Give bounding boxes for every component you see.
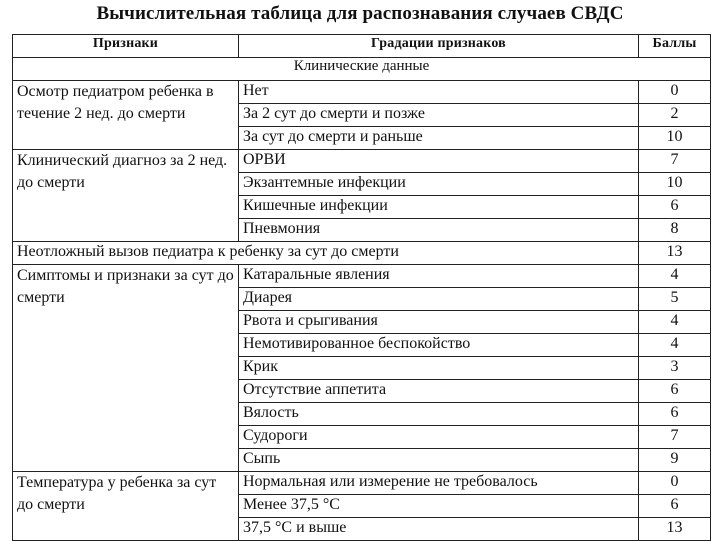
gradation-cell: Рвота и срыгивания — [239, 311, 639, 334]
document-title: Вычислительная таблица для распознавания случаев СВДС — [96, 3, 624, 24]
table-row — [13, 150, 711, 173]
score-cell: 10 — [639, 127, 711, 150]
table-row — [13, 242, 711, 265]
gradation-cell: Вялость — [239, 403, 639, 426]
gradation-cell: Немотивированное беспокойство — [239, 334, 639, 357]
gradation-cell: Кишечные инфекции — [239, 196, 639, 219]
gradation-cell: За 2 сут до смерти и позже — [239, 104, 639, 127]
table-body — [13, 58, 711, 541]
score-cell: 7 — [639, 150, 711, 173]
feature-cell: Клинический диагноз за 2 нед. до смерти — [13, 150, 239, 242]
gradation-cell: Судороги — [239, 426, 639, 449]
score-cell: 6 — [639, 196, 711, 219]
score-cell: 6 — [639, 380, 711, 403]
section-row — [13, 58, 711, 81]
score-cell: 0 — [639, 81, 711, 104]
header-gradations: Градации признаков — [239, 35, 639, 58]
svds-scoring-table — [12, 34, 711, 541]
section-title: Клинические данные — [13, 58, 711, 81]
gradation-cell: Экзантемные инфекции — [239, 173, 639, 196]
header-features: Признаки — [13, 35, 239, 58]
header-points: Баллы — [639, 35, 711, 58]
table-row — [13, 265, 711, 288]
feature-cell: Осмотр педиатром ребенка в течение 2 нед. до смерти — [13, 81, 239, 150]
gradation-cell: Отсутствие аппетита — [239, 380, 639, 403]
feature-cell: Симптомы и признаки за сут до смерти — [13, 265, 239, 472]
gradation-cell: 37,5 °С и выше — [239, 518, 639, 541]
score-cell: 6 — [639, 403, 711, 426]
table-header-row — [13, 35, 711, 58]
feature-full-cell: Неотложный вызов педиатра к ребенку за сут до смерти — [13, 242, 639, 265]
gradation-cell: Катаральные явления — [239, 265, 639, 288]
score-cell: 8 — [639, 219, 711, 242]
score-cell: 13 — [639, 242, 711, 265]
gradation-cell: Нет — [239, 81, 639, 104]
gradation-cell: Менее 37,5 °С — [239, 495, 639, 518]
gradation-cell: Пневмония — [239, 219, 639, 242]
score-cell: 4 — [639, 265, 711, 288]
score-cell: 0 — [639, 472, 711, 495]
gradation-cell: Сыпь — [239, 449, 639, 472]
score-cell: 2 — [639, 104, 711, 127]
table-row — [13, 472, 711, 495]
score-cell: 5 — [639, 288, 711, 311]
score-cell: 7 — [639, 426, 711, 449]
gradation-cell: За сут до смерти и раньше — [239, 127, 639, 150]
score-cell: 9 — [639, 449, 711, 472]
score-cell: 4 — [639, 311, 711, 334]
score-cell: 6 — [639, 495, 711, 518]
table-row — [13, 81, 711, 104]
score-cell: 4 — [639, 334, 711, 357]
gradation-cell: Крик — [239, 357, 639, 380]
score-cell: 3 — [639, 357, 711, 380]
gradation-cell: ОРВИ — [239, 150, 639, 173]
score-cell: 10 — [639, 173, 711, 196]
gradation-cell: Диарея — [239, 288, 639, 311]
feature-cell: Температура у ребенка за сут до смерти — [13, 472, 239, 541]
gradation-cell: Нормальная или измерение не требовалось — [239, 472, 639, 495]
score-cell: 13 — [639, 518, 711, 541]
